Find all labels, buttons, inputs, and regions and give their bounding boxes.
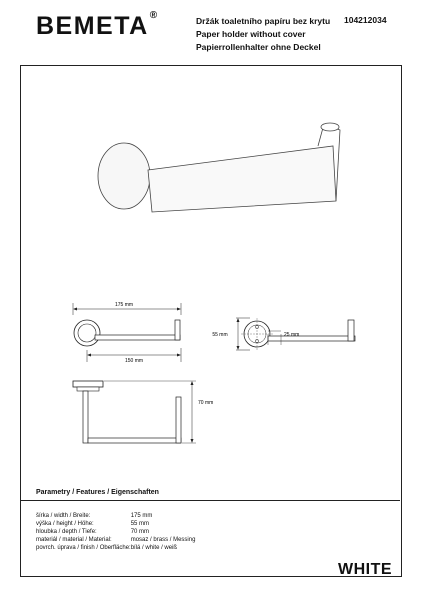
param-label: hloubka / depth / Tiefe: xyxy=(36,529,97,535)
param-label: materiál / material / Material: xyxy=(36,537,112,543)
parameters-table xyxy=(36,512,195,552)
parameters-title: Parametry / Features / Eigenschaften xyxy=(36,489,159,496)
param-label: výška / height / Höhe: xyxy=(36,521,94,527)
param-label: šírka / width / Breite: xyxy=(36,513,91,519)
param-value: bílá / white / weiß xyxy=(130,545,178,551)
title-de: Papierrollenhalter ohne Deckel xyxy=(196,42,321,52)
side-view xyxy=(212,318,355,350)
param-row xyxy=(36,544,195,552)
param-value: mosaz / brass / Messing xyxy=(130,537,196,543)
param-value: 175 mm xyxy=(130,513,153,519)
dim-depth-top: 70 mm xyxy=(198,400,214,406)
param-row xyxy=(36,528,195,536)
color-label: WHITE xyxy=(338,561,393,578)
param-value: 70 mm xyxy=(130,529,150,535)
param-row xyxy=(36,512,195,520)
title-cs: Držák toaletního papíru bez krytu xyxy=(196,16,331,26)
front-view xyxy=(73,302,181,364)
dim-width-bottom: 150 mm xyxy=(124,358,144,364)
title-en: Paper holder without cover xyxy=(196,29,306,39)
param-row xyxy=(36,520,195,528)
param-value: 55 mm xyxy=(130,521,150,527)
dim-height: 55 mm xyxy=(212,332,228,338)
top-view xyxy=(73,381,213,443)
registered-mark: ® xyxy=(149,10,159,21)
param-label: povrch. úprava / finish / Oberfläche: xyxy=(36,545,131,551)
brand-logo: BEMETA® xyxy=(36,10,159,40)
parameters-divider xyxy=(20,500,400,501)
product-render xyxy=(98,123,340,212)
dim-width-top: 175 mm xyxy=(114,302,134,308)
param-row xyxy=(36,536,195,544)
dim-depth: 25 mm xyxy=(284,332,300,338)
product-code: 104212034 xyxy=(344,15,387,25)
parameters-section xyxy=(36,489,196,551)
